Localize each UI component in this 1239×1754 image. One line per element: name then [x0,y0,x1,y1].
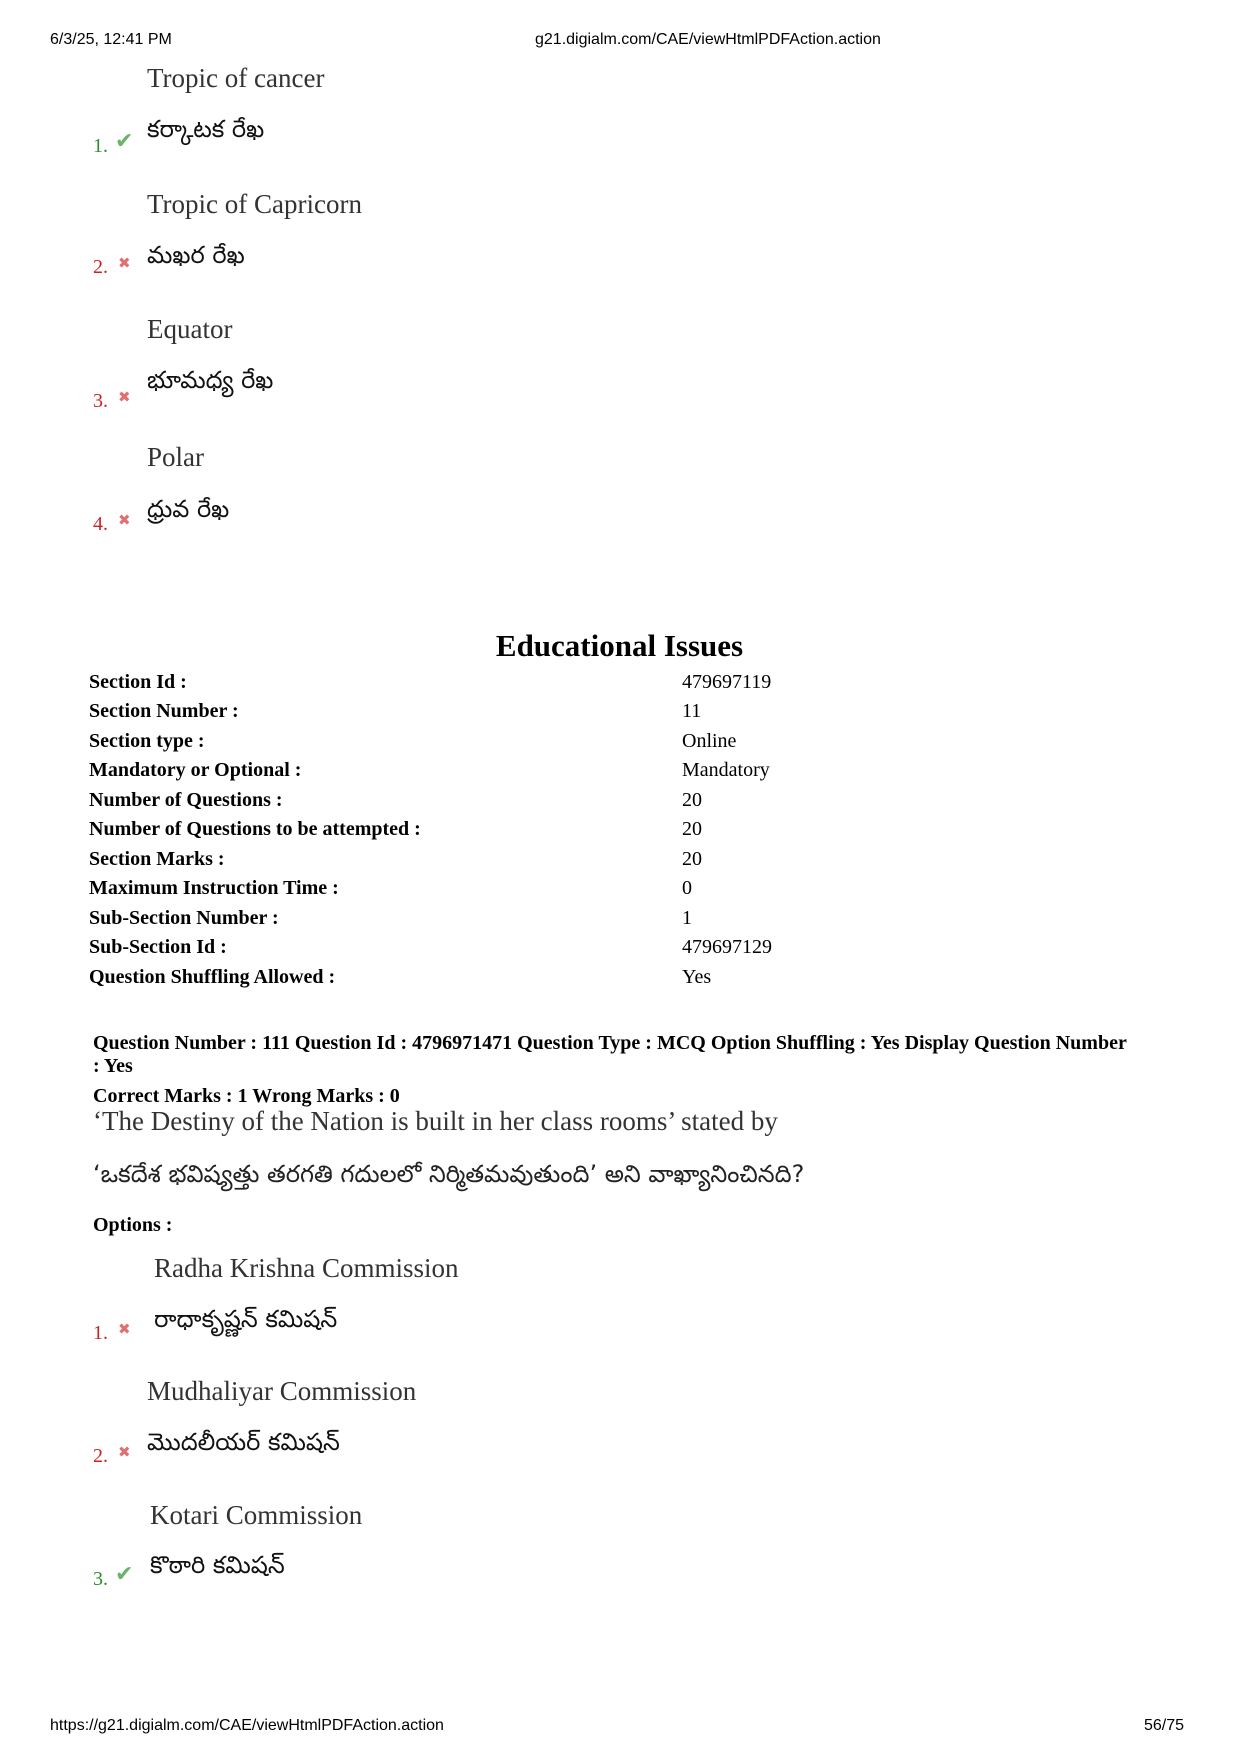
info-row [89,966,989,996]
option-english: Tropic of Capricorn [147,189,362,219]
print-footer-url: https://g21.digialm.com/CAE/viewHtmlPDFAction.action [50,1717,444,1734]
option-number: 3. [93,390,108,412]
info-value: 20 [682,818,702,840]
option-english: Polar [147,442,204,472]
info-label: Question Shuffling Allowed : [89,966,336,988]
question-marks: Correct Marks : 1 Wrong Marks : 0 [93,1085,400,1107]
cross-icon: ✖ [118,1443,131,1461]
info-value: 0 [682,877,692,899]
options-label: Options : [93,1214,173,1236]
info-label: Sub-Section Number : [89,907,279,929]
option-number: 3. [93,1568,108,1590]
question-meta: Question Number : 111 Question Id : 4796971471 Question Type : MCQ Option Shuffling : Yes Display Question Number : Yes [93,1032,1127,1077]
option-english: Equator [147,314,233,344]
info-label: Number of Questions : [89,789,283,811]
print-url-title: g21.digialm.com/CAE/viewHtmlPDFAction.action [535,31,881,48]
option-number: 4. [93,513,108,535]
cross-icon: ✖ [118,511,131,529]
cross-icon: ✖ [118,254,131,272]
option-telugu: రాధాకృష్ణన్ కమిషన్ [154,1305,338,1333]
option-number: 1. [93,135,108,157]
cross-icon: ✖ [118,388,131,406]
info-value: 479697119 [682,671,772,693]
section-title: Educational Issues [495,628,744,663]
info-value: Online [682,730,737,752]
option-number: 1. [93,1322,108,1344]
info-value: 20 [682,848,702,870]
info-label: Section Id : [89,671,187,693]
option-english: Kotari Commission [150,1500,363,1530]
check-icon: ✔ [115,129,134,154]
info-row [89,877,989,907]
page-number: 56/75 [1144,1717,1185,1734]
option-english: Tropic of cancer [147,63,325,93]
question-text-telugu: ‘ఒకదేశ భవిష్యత్తు తరగతి గదులలో నిర్మితమవుతుంది’ అని వాఖ్యానించినది? [93,1160,805,1188]
cross-icon: ✖ [118,1320,131,1338]
option-telugu: కొఠారి కమిషన్ [150,1551,285,1579]
info-value: 479697129 [682,936,772,958]
info-row [89,671,989,701]
info-row [89,700,989,730]
info-label: Maximum Instruction Time : [89,877,339,899]
info-row [89,936,989,966]
info-row [89,730,989,760]
info-label: Section Number : [89,700,239,722]
info-value: Mandatory [682,759,770,781]
info-row [89,818,989,848]
info-label: Section Marks : [89,848,225,870]
question-text-english: ‘The Destiny of the Nation is built in her class rooms’ stated by [93,1106,778,1136]
info-value: Yes [682,966,712,988]
option-number: 2. [93,1445,108,1467]
info-label: Sub-Section Id : [89,936,227,958]
print-datetime: 6/3/25, 12:41 PM [50,31,172,48]
option-telugu: కర్కాటక రేఖ [147,115,265,143]
option-number: 2. [93,256,108,278]
info-row [89,907,989,937]
option-telugu: మొదలీయర్ కమిషన్ [147,1428,340,1456]
info-label: Section type : [89,730,205,752]
info-row [89,789,989,819]
option-english: Radha Krishna Commission [154,1253,459,1283]
info-value: 11 [682,700,702,722]
info-label: Number of Questions to be attempted : [89,818,421,840]
option-english: Mudhaliyar Commission [147,1376,417,1406]
info-value: 20 [682,789,702,811]
option-telugu: భూమధ్య రేఖ [147,366,274,394]
info-label: Mandatory or Optional : [89,759,302,781]
info-row [89,759,989,789]
check-icon: ✔ [115,1562,134,1587]
option-telugu: మఖర రేఖ [147,241,245,269]
option-telugu: ధ్రువ రేఖ [147,495,230,523]
info-row [89,848,989,878]
info-value: 1 [682,907,692,929]
